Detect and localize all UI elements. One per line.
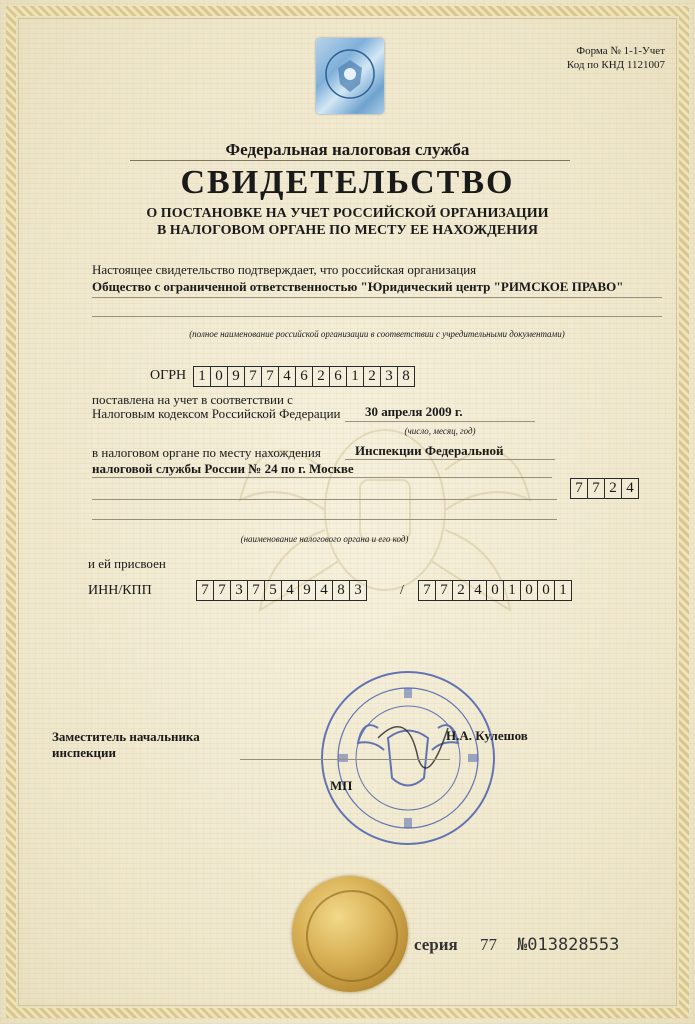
inn-digit-cell: 3	[349, 580, 367, 601]
inn-digit-cell: 8	[332, 580, 350, 601]
kpp-digit-cell: 7	[418, 580, 436, 601]
ogrn-digit-cell: 4	[278, 366, 296, 387]
inn-digits	[196, 580, 367, 601]
registered-line-1: поставлена на учет в соответствии с	[92, 392, 293, 407]
authority-underline-1	[345, 459, 555, 460]
inn-digit-cell: 4	[315, 580, 333, 601]
signatory-position-line-1: Заместитель начальника	[52, 729, 200, 744]
authority-line-2: налоговой службы России № 24 по г. Москве	[92, 461, 354, 476]
authority-underline-4	[92, 519, 557, 520]
kpp-digit-cell: 0	[520, 580, 538, 601]
authority-label: в налоговом органе по месту нахождения	[92, 445, 321, 460]
stamp-place-label: МП	[330, 778, 353, 793]
hologram-emblem-icon	[316, 38, 384, 114]
authority-underline-3	[92, 499, 557, 500]
registration-date: 30 апреля 2009 г.	[365, 404, 463, 419]
organization-extra-line	[92, 316, 662, 317]
ogrn-digit-cell: 6	[329, 366, 347, 387]
organization-name: Общество с ограниченной ответственностью "Юридический центр "РИМСКОЕ ПРАВО"	[92, 279, 662, 298]
issuer-underline	[130, 160, 570, 161]
subtitle-line-1: О ПОСТАНОВКЕ НА УЧЕТ РОССИЙСКОЙ ОРГАНИЗАЦИИ	[146, 206, 549, 221]
date-hint: (число, месяц, год)	[404, 426, 476, 436]
inn-digit-cell: 4	[281, 580, 299, 601]
ogrn-digit-cell: 2	[363, 366, 381, 387]
authority-underline-2	[92, 477, 552, 478]
certificate-subtitle	[0, 205, 695, 239]
inn-kpp-label: ИНН/КПП	[88, 583, 152, 598]
ogrn-digit-cell: 1	[193, 366, 211, 387]
ogrn-digit-cell: 7	[261, 366, 279, 387]
knd-code: Код по КНД 1121007	[566, 59, 665, 71]
date-underline	[345, 421, 535, 422]
kpp-digit-cell: 0	[486, 580, 504, 601]
kpp-digit-cell: 1	[503, 580, 521, 601]
intro-text: Настоящее свидетельство подтверждает, что российская организация	[92, 262, 477, 277]
assigned-label: и ей присвоен	[88, 556, 166, 571]
series-value: 77	[480, 935, 497, 954]
subtitle-line-2: В НАЛОГОВОМ ОРГАНЕ ПО МЕСТУ ЕЕ НАХОЖДЕНИЯ	[156, 223, 539, 238]
kpp-digit-cell: 2	[452, 580, 470, 601]
ogrn-digit-cell: 6	[295, 366, 313, 387]
issuer-name: Федеральная налоговая служба	[225, 140, 470, 159]
inn-digit-cell: 7	[247, 580, 265, 601]
authority-code-digit-cell: 7	[570, 478, 588, 499]
series-number: №013828553	[517, 935, 620, 955]
registered-line-2: Налоговым кодексом Российской Федерации	[92, 406, 341, 421]
ogrn-digit-cell: 1	[346, 366, 364, 387]
inn-digit-cell: 9	[298, 580, 316, 601]
kpp-digit-cell: 0	[537, 580, 555, 601]
inn-digit-cell: 7	[213, 580, 231, 601]
ogrn-digit-cell: 3	[380, 366, 398, 387]
kpp-digit-cell: 7	[435, 580, 453, 601]
ogrn-label: ОГРН	[150, 368, 187, 383]
ogrn-digit-cell: 2	[312, 366, 330, 387]
certificate-title: СВИДЕТЕЛЬСТВО	[180, 164, 515, 201]
form-number: Форма № 1-1-Учет	[576, 45, 665, 57]
authority-hint: (наименование налогового органа и его код)	[240, 534, 409, 544]
signatory-position-line-2: инспекции	[52, 745, 116, 760]
kpp-digit-cell: 1	[554, 580, 572, 601]
inn-digit-cell: 7	[196, 580, 214, 601]
inn-digit-cell: 3	[230, 580, 248, 601]
authority-code-digit-cell: 2	[604, 478, 622, 499]
series-label: серия	[414, 935, 458, 954]
gold-seal-icon	[292, 876, 408, 992]
form-identifiers	[567, 44, 665, 72]
ogrn-digit-cell: 0	[210, 366, 228, 387]
signatory-name: Н.А. Кулешов	[446, 728, 528, 743]
organization-hint: (полное наименование российской организации в соответствии с учредительными документами)	[189, 329, 565, 339]
ogrn-digit-cell: 9	[227, 366, 245, 387]
ogrn-digit-cell: 7	[244, 366, 262, 387]
authority-code-digit-cell: 4	[621, 478, 639, 499]
inn-kpp-separator: /	[400, 583, 404, 598]
inn-digit-cell: 5	[264, 580, 282, 601]
official-stamp-icon	[318, 668, 498, 848]
ogrn-digit-cell: 8	[397, 366, 415, 387]
signature-line	[240, 759, 450, 760]
kpp-digits	[418, 580, 572, 601]
ogrn-digits	[193, 366, 415, 387]
authority-line-1: Инспекции Федеральной	[355, 443, 504, 458]
authority-code-digits	[570, 478, 639, 499]
authority-code-digit-cell: 7	[587, 478, 605, 499]
kpp-digit-cell: 4	[469, 580, 487, 601]
